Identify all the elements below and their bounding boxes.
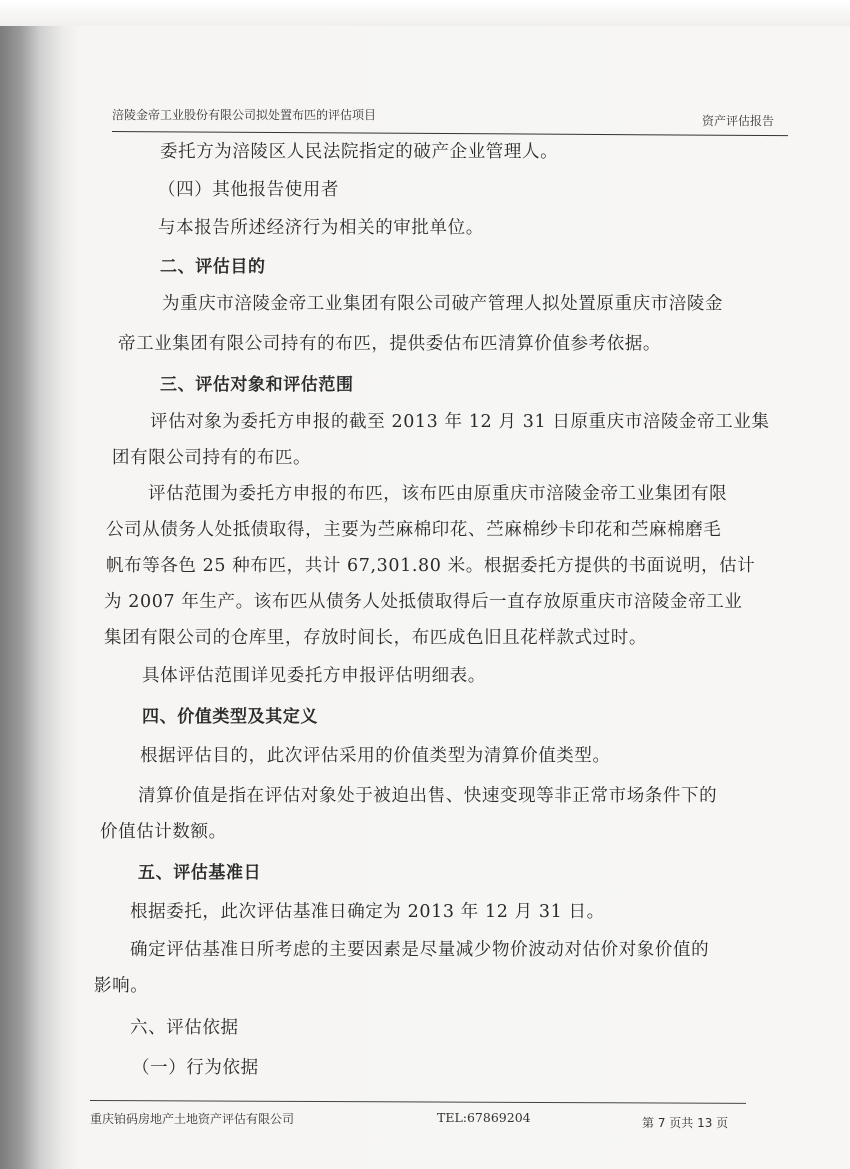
body-line: 评估对象为委托方申报的截至 2013 年 12 月 31 日原重庆市涪陵金帝工业集 xyxy=(150,412,770,432)
footer-company: 重庆铂码房地产土地资产评估有限公司 xyxy=(90,1112,295,1126)
body-line: 为 2007 年生产。该布匹从债务人处抵债取得后一直存放原重庆市涪陵金帝工业 xyxy=(104,592,743,612)
body-line: 与本报告所述经济行为相关的审批单位。 xyxy=(158,218,484,238)
header-project-title: 涪陵金帝工业股份有限公司拟处置布匹的评估项目 xyxy=(112,108,377,122)
body-line: 评估范围为委托方申报的布匹，该布匹由原重庆市涪陵金帝工业集团有限 xyxy=(148,484,728,504)
body-line: 清算价值是指在评估对象处于被迫出售、快速变现等非正常市场条件下的 xyxy=(138,786,718,806)
section-heading: 三、评估对象和评估范围 xyxy=(160,375,354,395)
body-line: 公司从债务人处抵债取得，主要为苎麻棉印花、苎麻棉纱卡印花和苎麻棉磨毛 xyxy=(106,520,722,540)
page-footer xyxy=(90,1100,790,1140)
scan-top-edge xyxy=(0,0,850,26)
body-line: 根据评估目的，此次评估采用的价值类型为清算价值类型。 xyxy=(140,746,611,766)
footer-page-number: 第 7 页共 13 页 xyxy=(642,1116,729,1130)
page-header xyxy=(112,100,784,126)
body-line: 价值估计数额。 xyxy=(100,822,227,842)
body-line: 委托方为涪陵区人民法院指定的破产企业管理人。 xyxy=(160,142,559,162)
section-heading: 六、评估依据 xyxy=(130,1018,239,1038)
body-line: 团有限公司持有的布匹。 xyxy=(112,448,312,468)
body-line: 集团有限公司的仓库里，存放时间长，布匹成色旧且花样款式过时。 xyxy=(104,628,647,648)
body-line: 具体评估范围详见委托方申报评估明细表。 xyxy=(142,666,486,686)
section-heading: 二、评估目的 xyxy=(160,257,266,277)
body-line: （一）行为依据 xyxy=(132,1058,259,1078)
section-heading: 五、评估基准日 xyxy=(138,863,262,883)
body-line: 影响。 xyxy=(94,976,149,996)
body-line: 帝工业集团有限公司持有的布匹，提供委估布匹清算价值参考依据。 xyxy=(118,334,661,354)
footer-tel: TEL:67869204 xyxy=(437,1110,531,1125)
footer-divider xyxy=(90,1100,746,1104)
body-line: 帆布等各色 25 种布匹，共计 67,301.80 米。根据委托方提供的书面说明，估计 xyxy=(106,556,756,576)
header-divider xyxy=(112,131,788,136)
body-line: 为重庆市涪陵金帝工业集团有限公司破产管理人拟处置原重庆市涪陵金 xyxy=(162,294,724,314)
body-line: 确定评估基准日所考虑的主要因素是尽量减少物价波动对估价对象价值的 xyxy=(130,940,710,960)
section-heading: 四、价值类型及其定义 xyxy=(142,707,318,727)
header-report-type: 资产评估报告 xyxy=(701,114,774,128)
body-line: （四）其他报告使用者 xyxy=(158,180,339,200)
body-line: 根据委托，此次评估基准日确定为 2013 年 12 月 31 日。 xyxy=(130,902,605,922)
